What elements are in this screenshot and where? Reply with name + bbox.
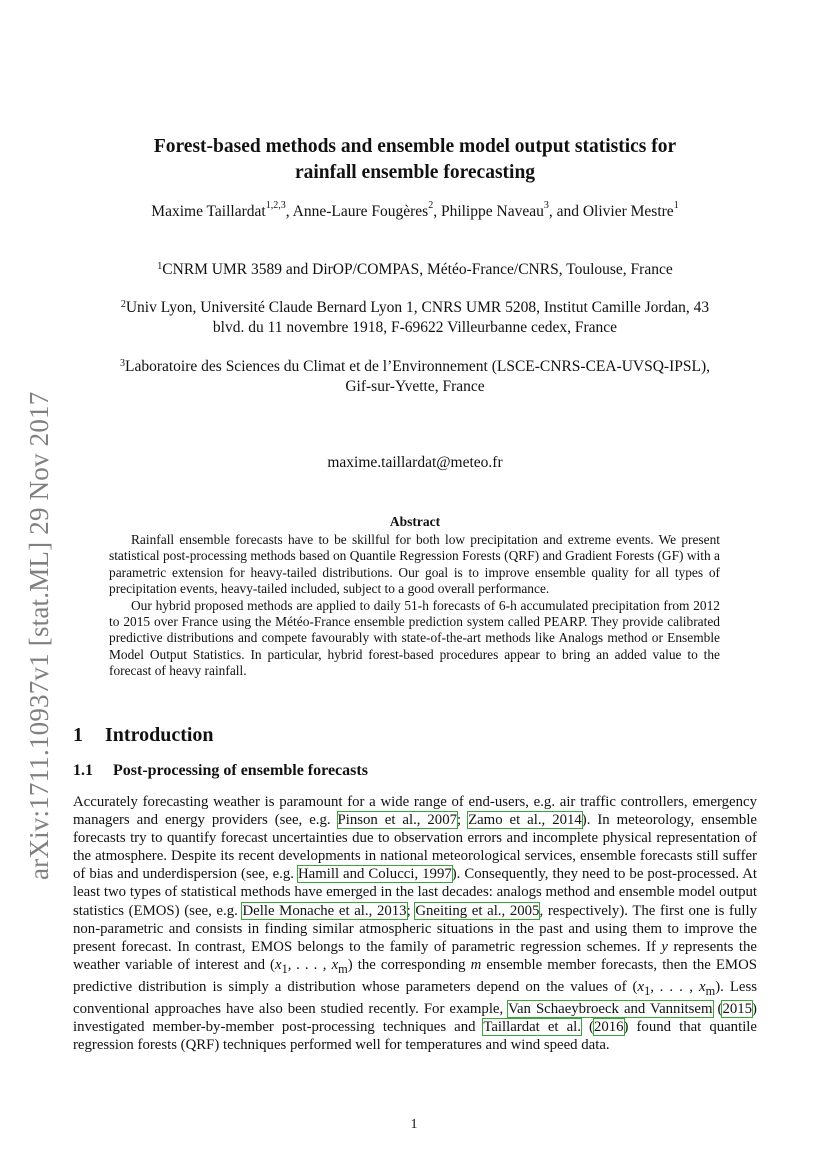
separator: ,	[433, 203, 441, 220]
body-text: ) investigated member-by-member post-processing techniques and	[73, 1000, 757, 1036]
affil-text: blvd. du 11 novembre 1918, F-69622 Villeurbanne cedex, France	[212, 319, 618, 336]
body-text: ). In meteorology, ensemble forecasts try to quantify forecast uncertainties due to observation errors and incomplete physical representation of the atmosphere. Despite its recent developments in national meteorological services, ensemble forecasts still suffer of bias and underdispersion (see, e.g.	[73, 812, 757, 883]
body-text: ). Less conventional approaches have also been studied recently. For example,	[73, 978, 757, 1017]
author-name: Maxime Taillardat	[151, 203, 266, 220]
affil-text: Laboratoire des Sciences du Climat et de l’Environnement (LSCE-CNRS-CEA-UVSQ-IPSL),	[124, 358, 711, 375]
math-variable: , . . . , x	[650, 978, 706, 995]
math-variable: , . . . , x	[287, 956, 339, 973]
affiliation-1	[70, 260, 760, 280]
body-text: ) the corresponding	[347, 956, 471, 973]
math-variable: x	[637, 978, 645, 995]
arxiv-identifier: arXiv:1711.10937v1 [stat.ML] 29 Nov 2017	[24, 391, 54, 880]
author-name: Philippe Naveau	[440, 203, 544, 220]
author-email: maxime.taillardat@meteo.fr	[327, 454, 503, 471]
body-text: ;	[406, 902, 416, 919]
citation-link[interactable]: 2016	[593, 1019, 624, 1036]
affil-text: Univ Lyon, Université Claude Bernard Lyon 1, CNRS UMR 5208, Institut Camille Jordan, 43	[125, 299, 710, 316]
citation-link[interactable]: Zamo et al., 2014	[468, 812, 582, 829]
affiliation-3	[70, 357, 760, 397]
section-number: 1	[73, 724, 83, 746]
abstract-heading: Abstract	[389, 514, 441, 529]
subsection-heading	[73, 762, 368, 780]
math-subscript: 1	[644, 983, 651, 998]
citation-link[interactable]: Van Schaeybroeck and Vannitsem	[507, 1000, 713, 1017]
affil-marker: 1	[157, 261, 163, 272]
math-variable: m	[470, 956, 482, 973]
body-text: ) found that quantile regression forests (QRF) techniques performed well for temperatures and wind speed data.	[73, 1019, 757, 1054]
math-subscript: m	[338, 961, 348, 976]
math-variable: y	[661, 938, 668, 955]
math-variable: x	[274, 956, 282, 973]
math-subscript: m	[705, 983, 716, 998]
title-line-2: rainfall ensemble forecasting	[294, 162, 536, 183]
abstract-paragraph: Rainfall ensemble forecasts have to be skillful for both low precipitation and extreme events. We present statistical post-processing methods based on Quantile Regression Forests (QRF) and Gradient Forests (GF) with a parametric extension for heavy-tailed distributions. Our goal is to improve ensemble quality for all types of precipitation events, heavy-tailed included, subject to a good overall performance.	[109, 532, 720, 597]
section-title: Introduction	[105, 724, 214, 746]
affil-text: Gif-sur-Yvette, France	[345, 378, 485, 395]
affil-marker: 2	[120, 299, 126, 310]
citation-link[interactable]: Hamill and Colucci, 1997	[297, 866, 452, 883]
author-affil-marker: 2	[428, 200, 434, 211]
author-name: Olivier Mestre	[582, 203, 674, 220]
math-subscript: 1	[281, 961, 288, 976]
body-text: (	[580, 1019, 594, 1036]
body-text: represents the weather variable of interest and (	[73, 938, 757, 973]
body-text: ;	[457, 812, 469, 829]
citation-link[interactable]: Delle Monache et al., 2013	[242, 902, 407, 919]
abstract-paragraph: Our hybrid proposed methods are applied to daily 51-h forecasts of 6-h accumulated precipitation from 2012 to 2015 over France using the Météo-France ensemble prediction system called PEARP. They provide calibrated predictive distributions and compete favourably with state-of-the-art methods like Analogs method or Ensemble Model Output Statistics. In particular, hybrid forest-based procedures appear to bring an added value to the forecast of heavy rainfall.	[109, 597, 720, 679]
subsection-title: Post-processing of ensemble forecasts	[113, 762, 368, 779]
paper-title	[80, 134, 750, 186]
author-list	[80, 200, 750, 221]
citation-link[interactable]: Gneiting et al., 2005	[415, 902, 540, 919]
subsection-number: 1.1	[73, 762, 93, 779]
body-text: ensemble member forecasts, then the EMOS predictive distribution is simply a distribution whose parameters depend on the values of (	[73, 956, 757, 995]
author-affil-marker: 1,2,3	[265, 200, 286, 211]
body-text: (	[712, 1000, 723, 1017]
page-number: 1	[410, 1117, 418, 1132]
author-affil-marker: 3	[543, 200, 549, 211]
affil-text: CNRM UMR 3589 and DirOP/COMPAS, Météo-France/CNRS, Toulouse, France	[162, 261, 673, 278]
arxiv-sidebar	[22, 350, 62, 880]
citation-link[interactable]: Pinson et al., 2007	[337, 812, 458, 829]
citation-link[interactable]: Taillardat et al.	[483, 1019, 581, 1036]
separator: ,	[285, 203, 293, 220]
body-text: Accurately forecasting weather is paramount for a wide range of end-users, e.g. air traffic controllers, emergency managers and energy providers (see, e.g.	[73, 794, 757, 829]
separator: , and	[548, 203, 583, 220]
author-name: Anne-Laure Fougères	[292, 203, 429, 220]
citation-link[interactable]: 2015	[722, 1000, 753, 1017]
title-line-1: Forest-based methods and ensemble model output statistics for	[153, 136, 677, 157]
affil-marker: 3	[119, 358, 125, 369]
section-heading	[73, 724, 214, 747]
body-text: , respectively). The first one is fully non-parametric and consists in finding similar atmospheric situations in the past and using them to improve the present forecast. In contrast, EMOS belongs to the family of parametric regression schemes. If	[73, 902, 757, 955]
introduction-paragraph	[73, 793, 757, 1054]
abstract-body	[109, 532, 720, 680]
body-text: ). Consequently, they need to be post-processed. At least two types of statistical methods have emerged in the last decades: analogs method and ensemble model output statistics (EMOS) (see, e.g.	[73, 866, 758, 919]
affiliation-2	[70, 298, 760, 338]
author-affil-marker: 1	[673, 200, 679, 211]
